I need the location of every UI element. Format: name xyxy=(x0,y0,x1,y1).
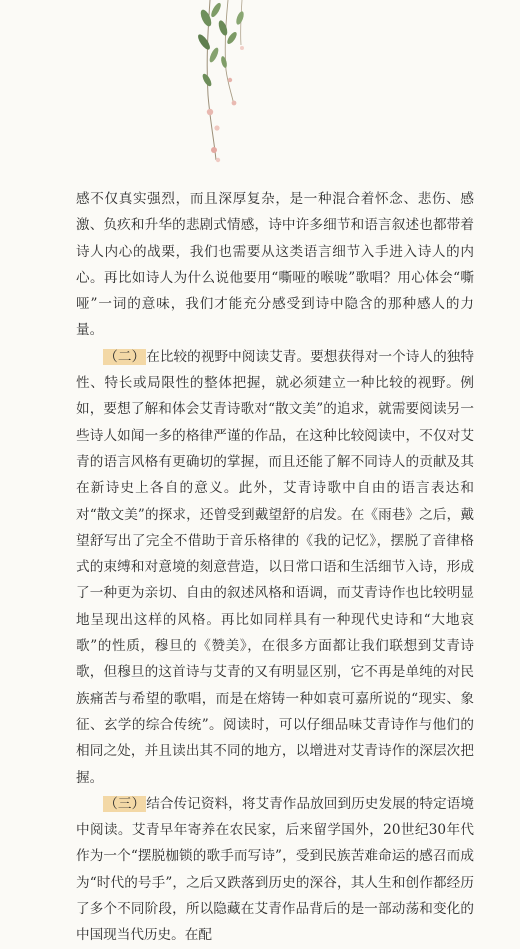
paragraph-2 xyxy=(76,344,474,791)
paragraph-3 xyxy=(76,791,474,949)
branch-decoration xyxy=(180,0,260,170)
paragraph-2-text: 在比较的视野中阅读艾青。要想获得对一个诗人的独特性、特长或局限性的整体把握，就必须建立一种比较的视野。例如，要想了解和体会艾青诗歌对“散文美”的追求，就需要阅读另一些诗人如闻一多的格律严谨的作品，在这种比较阅读中，不仅对艾青的语言风格有更确切的掌握，而且还能了解不同诗人的贡献及其在新诗史上各自的意义。此外，艾青诗歌中自由的语言表达和对“散文美”的探求，还曾受到戴望舒的启发。在《雨巷》之后，戴望舒写出了完全不借助于音乐格律的《我的记忆》，摆脱了音律格式的束缚和对意境的刻意营造，以日常口语和生活细节入诗，形成了一种更为亲切、自由的叙述风格和语调，而艾青诗作也比较明显地呈现出这样的风格。再比如同样具有一种现代史诗和“大地哀歌”的性质，穆旦的《赞美》，在很多方面都让我们联想到艾青诗歌，但穆旦的这首诗与艾青的又有明显区别，它不再是单纯的对民族痛苦与希望的歌唱，而是在熔铸一种如袁可嘉所说的“现实、象征、玄学的综合传统”。阅读时，可以仔细品味艾青诗作与他们的相同之处，并且读出其不同的地方，以增进对艾青诗作的深层次把握。 xyxy=(76,348,475,786)
paragraph-1-text: 感不仅真实强烈，而且深厚复杂，是一种混合着怀念、悲伤、感激、负疚和升华的悲剧式情感，诗中许多细节和语言叙述也都带着诗人内心的战栗，我们也需要从这类语言细节入手进入诗人的内心。再比如诗人为什么说他要用“嘶哑的喉咙”歌唱？用心体会“嘶哑”一词的意味，我们才能充分感受到诗中隐含的那种感人的力量。 xyxy=(76,191,474,339)
paragraph-1 xyxy=(76,186,474,344)
section-marker-3: （三） xyxy=(104,795,146,812)
page-body xyxy=(76,186,474,949)
paragraph-3-text: 结合传记资料，将艾青作品放回到历史发展的特定语境中阅读。艾青早年寄养在农民家，后来留学国外，20世纪30年代作为一个“摆脱枷锁的歌手而写诗”，受到民族苦难命运的感召而成为“时代的号手”，之后又跌落到历史的深谷，其人生和创作都经历了多个不同阶段，所以隐藏在艾青作品背后的是一部动荡和变化的中国现当代历史。在配 xyxy=(76,795,475,944)
section-marker-2: （二） xyxy=(104,348,146,365)
